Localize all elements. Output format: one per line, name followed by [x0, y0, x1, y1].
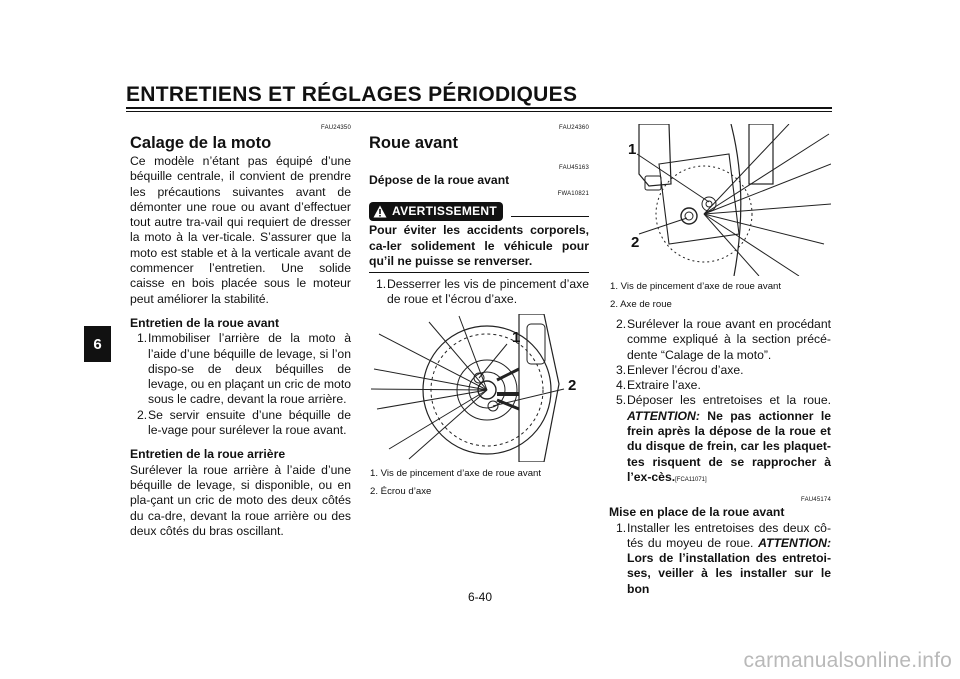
list-item — [609, 393, 831, 488]
reference-code: FAU45163 — [559, 165, 589, 171]
warning-badge — [369, 202, 503, 221]
subheading-depose: Dépose de la roue avant — [369, 173, 510, 187]
attention-text: Lors de l’installation des entretoi-ses, veiller à les installer sur le bon — [627, 551, 831, 596]
caption-line: 2. Axe de roue — [610, 299, 672, 310]
list-text: Se servir ensuite d’une béquille de le-vage pour surélever la roue avant. — [148, 407, 351, 438]
list-text: Déposer les entretoises et la roue. — [627, 393, 831, 408]
list-number: 1. — [616, 520, 627, 535]
list-number: 1. — [376, 277, 387, 292]
reference-code: FAU45174 — [801, 497, 831, 504]
list-number: 2. — [137, 407, 148, 422]
list-text: Enlever l’écrou d’axe. — [627, 362, 744, 377]
column-middle — [369, 124, 589, 501]
warning-header — [369, 202, 589, 221]
list-text: Desserrer les vis de pincement d’axe de roue et l’écrou d’axe. — [387, 277, 589, 307]
attention-label: ATTENTION: — [758, 535, 832, 550]
list-item — [130, 331, 351, 407]
list-text: Immobiliser l’arrière de la moto à l’aide d’une béquille de levage, si l’on dispo-se de deux béquilles de levage, ou en plaçant un cric de moto sous le cadre, devant la roue arrière. — [148, 331, 351, 407]
watermark: carmanualsonline.info — [743, 649, 952, 672]
caption-line: 2. Écrou d’axe — [370, 485, 432, 497]
attention-label: ATTENTION: — [627, 408, 700, 423]
list-text: Installer les entretoises des deux cô-tés du moyeu de roue. — [627, 520, 831, 550]
list-item — [609, 363, 831, 378]
figure-caption — [369, 465, 589, 501]
list-item — [609, 521, 831, 597]
warning-icon — [373, 205, 387, 218]
subheading-mise-en-place: Mise en place de la roue avant — [609, 505, 785, 520]
header-rule-thin — [126, 111, 832, 112]
page-title: ENTRETIENS ET RÉGLAGES PÉRIODIQUES — [126, 83, 578, 106]
list-text: Surélever la roue avant en procédant comme expliqué à la section précé-dente “Calage de la moto”. — [627, 317, 831, 362]
callout-2: 2 — [568, 376, 577, 394]
reference-code: FAU24360 — [559, 125, 589, 131]
caption-line: 1. Vis de pincement d’axe de roue avant — [370, 467, 542, 479]
front-wheel-axle-illustration — [369, 314, 589, 462]
list-number: 2. — [616, 317, 627, 331]
fork-axle-drawing — [609, 124, 831, 276]
wheel-hub-drawing — [369, 314, 589, 462]
callout-1: 1 — [512, 328, 521, 346]
list-item — [609, 378, 831, 393]
section-title-roue-avant: Roue avant — [369, 134, 458, 152]
list-number: 3. — [616, 362, 627, 377]
list-text: Extraire l’axe. — [627, 378, 701, 393]
column-left — [130, 124, 351, 539]
callout-2: 2 — [631, 234, 640, 251]
reference-code: FWA10821 — [557, 191, 589, 198]
list-item — [609, 317, 831, 363]
list-number: 4. — [616, 378, 627, 393]
rear-wheel-paragraph: Surélever la roue arrière à l’aide d’une béquille de levage, si disponible, ou en pla-çant un cric de moto des deux côtés du ca-dre, devant la roue arrière ou des deux côtés du bras oscillant. — [130, 462, 351, 538]
list-number: 5. — [616, 393, 627, 408]
subheading-front-wheel: Entretien de la roue avant — [130, 315, 279, 330]
list-item — [369, 277, 589, 308]
list-number: 1. — [137, 331, 148, 346]
figure-caption — [609, 278, 831, 314]
column-right — [609, 278, 831, 597]
caption-line: 1. Vis de pincement d’axe de roue avant — [610, 281, 782, 292]
intro-paragraph: Ce modèle n’étant pas équipé d’une béquille centrale, il convient de prendre les précautions suivantes avant de démonter une roue ou avant d’effectuer tout autre tra-vail qui requiert de dresser la moto à la ver-ticale. S’assurer que la moto est stable et à la verticale avant de commencer l’entretien. Une solide caisse en bois placée sous le moteur peut améliorer la stabilité. — [130, 154, 351, 306]
callout-1: 1 — [628, 141, 637, 158]
warning-label: AVERTISSEMENT — [392, 204, 498, 219]
subheading-rear-wheel: Entretien de la roue arrière — [130, 447, 286, 462]
list-item — [130, 408, 351, 439]
front-wheel-axle-illustration-2 — [609, 124, 831, 276]
section-title-calage: Calage de la moto — [130, 134, 272, 152]
page-number: 6-40 — [467, 590, 493, 604]
header-rule — [126, 107, 832, 109]
warning-text: Pour éviter les accidents corporels, ca-ler solidement le véhicule pour qu’il ne puisse se renverser. — [369, 223, 589, 273]
reference-code: [FCA11071] — [675, 476, 707, 483]
chapter-tab: 6 — [84, 326, 111, 362]
attention-text: Ne pas actionner le frein après la dépose de la roue et du disque de frein, car les plaquet-tes risquent de se rapprocher à l’ex-cès. — [627, 408, 831, 484]
reference-code: FAU24350 — [321, 125, 351, 131]
